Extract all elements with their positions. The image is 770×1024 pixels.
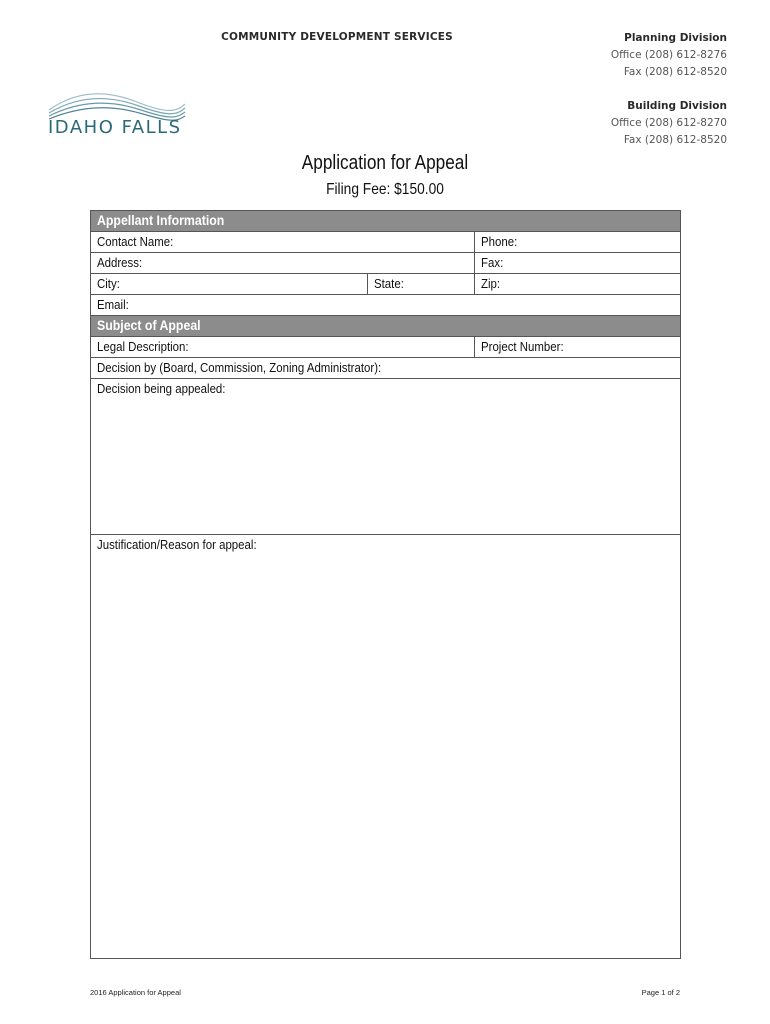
justification-field[interactable] <box>91 535 681 959</box>
state-label: State: <box>374 276 404 291</box>
state-field[interactable] <box>368 274 475 295</box>
project-number-field[interactable] <box>475 337 681 358</box>
planning-division-name: Planning Division <box>624 32 727 44</box>
phone-label: Phone: <box>481 234 518 249</box>
building-division-name: Building Division <box>627 100 727 112</box>
building-division-contact <box>611 98 727 149</box>
legal-description-label: Legal Description: <box>97 339 189 354</box>
appellant-section-header <box>91 211 681 232</box>
fax-label: Fax: <box>481 255 504 270</box>
contact-name-field[interactable] <box>91 232 475 253</box>
appeal-form <box>90 210 681 959</box>
page-title: Application for Appeal <box>301 152 469 174</box>
phone-field[interactable] <box>475 232 681 253</box>
zip-label: Zip: <box>481 276 501 291</box>
planning-office-phone: Office (208) 612-8276 <box>610 49 727 61</box>
org-title: COMMUNITY DEVELOPMENT SERVICES <box>221 31 453 43</box>
email-field[interactable] <box>91 295 681 316</box>
subject-section-label: Subject of Appeal <box>97 317 201 333</box>
subject-section-header <box>91 316 681 337</box>
logo-wordmark: IDAHO FALLS <box>48 117 182 138</box>
building-fax: Fax (208) 612-8520 <box>623 134 727 146</box>
city-label: City: <box>97 276 120 291</box>
address-field[interactable] <box>91 253 475 274</box>
planning-fax: Fax (208) 612-8520 <box>623 66 727 78</box>
decision-appealed-field[interactable] <box>91 379 681 535</box>
footer-document-name: 2016 Application for Appeal <box>90 988 181 997</box>
building-office-phone: Office (208) 612-8270 <box>610 117 727 129</box>
decision-by-field[interactable] <box>91 358 681 379</box>
city-field[interactable] <box>91 274 368 295</box>
contact-name-label: Contact Name: <box>97 234 174 249</box>
justification-label: Justification/Reason for appeal: <box>97 537 257 552</box>
fax-field[interactable] <box>475 253 681 274</box>
project-number-label: Project Number: <box>481 339 564 354</box>
email-label: Email: <box>97 297 129 312</box>
decision-appealed-label: Decision being appealed: <box>97 381 226 396</box>
filing-fee: Filing Fee: $150.00 <box>326 181 444 198</box>
zip-field[interactable] <box>475 274 681 295</box>
legal-description-field[interactable] <box>91 337 475 358</box>
decision-by-label: Decision by (Board, Commission, Zoning Administrator): <box>97 360 382 375</box>
footer-page-number: Page 1 of 2 <box>641 988 680 997</box>
address-label: Address: <box>97 255 143 270</box>
appellant-section-label: Appellant Information <box>97 212 225 228</box>
planning-division-contact <box>611 30 727 81</box>
